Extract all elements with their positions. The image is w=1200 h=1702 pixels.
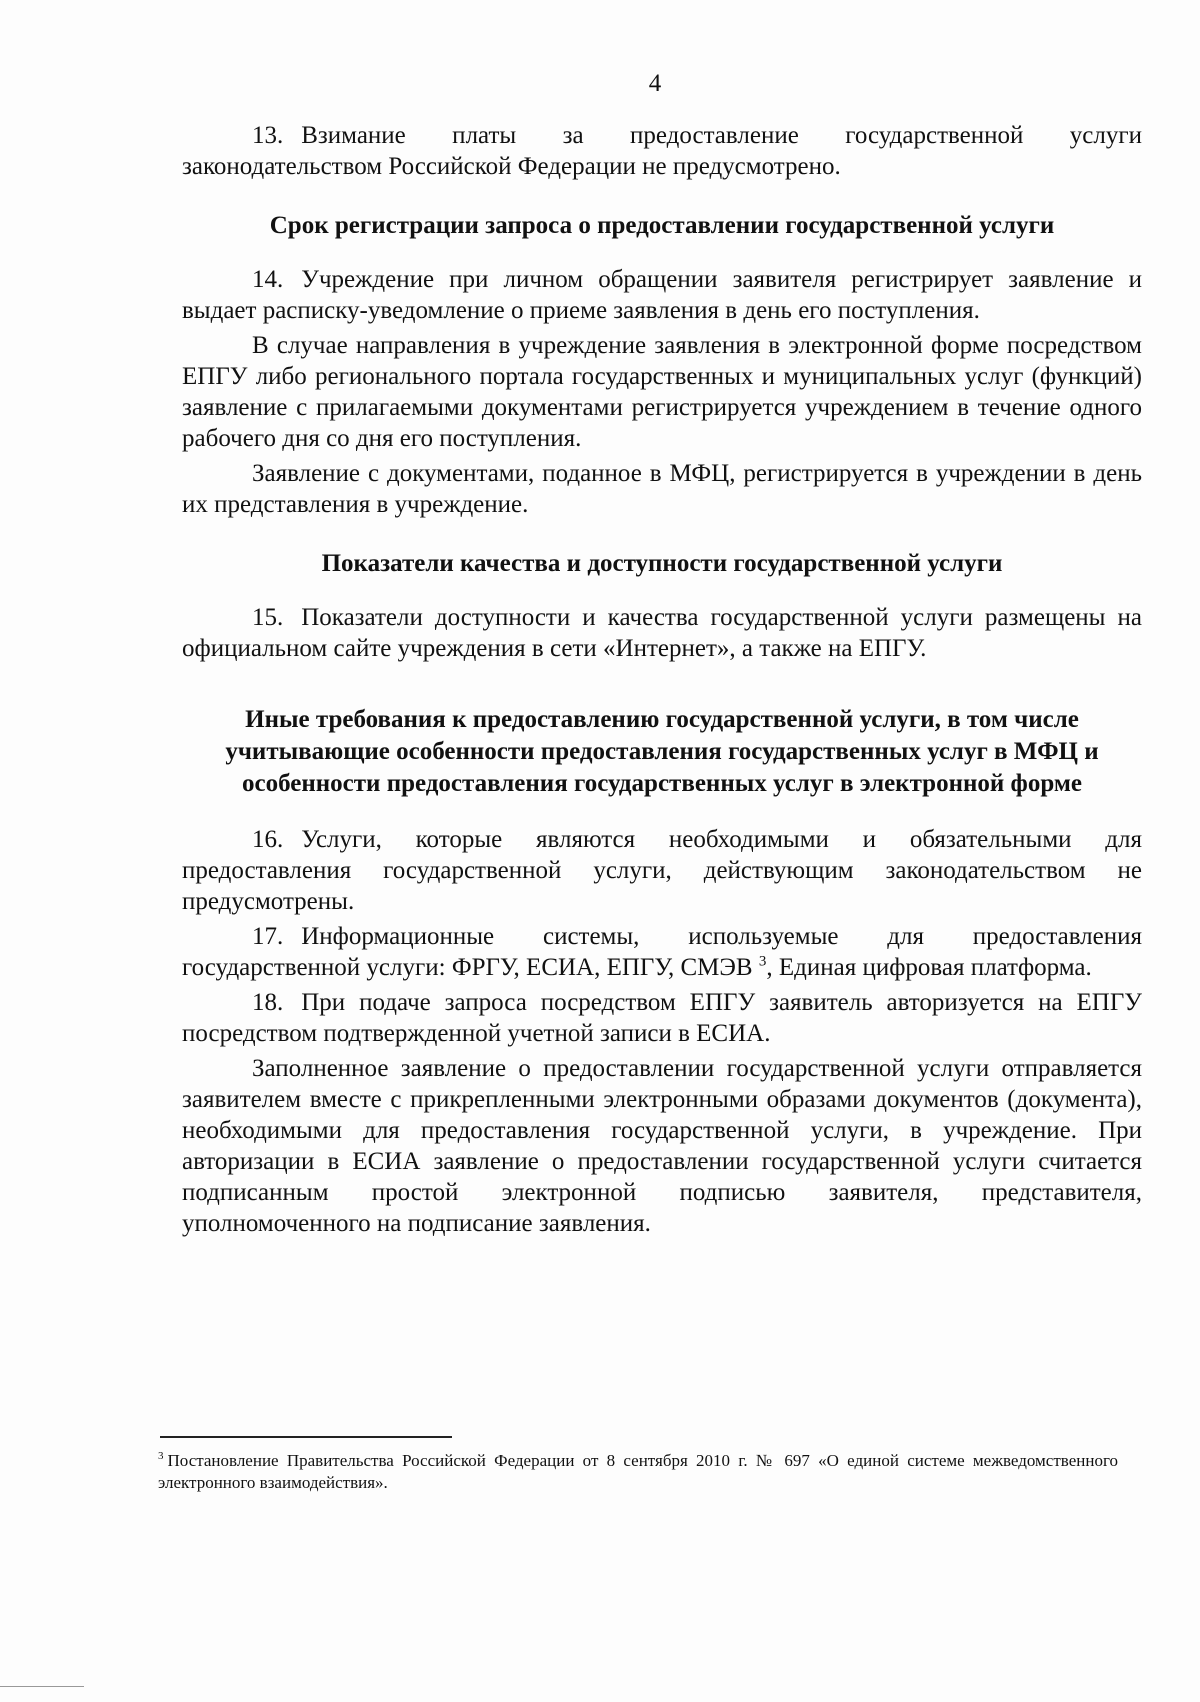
paragraph-13 [182,120,1142,182]
paragraph-number: 13. [252,122,284,149]
footnote-reference[interactable]: 3 [758,953,767,970]
paragraph-text: Показатели доступности и качества государственной услуги размещены на официальном сайте учреждения в сети «Интернет», а также на ЕПГУ. [182,604,1142,662]
footnote-divider [160,1436,452,1438]
section-heading-other-requirements: Иные требования к предоставлению государственной услуги, в том числе учитывающие особенности предоставления государственных услуг в МФЦ и особенности предоставления государственных услуг в электронной форме [225,706,1099,797]
paragraph-text-tail: , Единая цифровая платформа. [766,954,1092,981]
footnote-mark: 3 [158,1450,164,1463]
page-number: 4 [648,70,662,97]
paragraph-text: Взимание платы за предоставление государственной услуги законодательством Российской Федерации не предусмотрено. [182,122,1142,180]
paragraph-18-signature: Заполненное заявление о предоставлении государственной услуги отправляется заявителем вместе с прикрепленными электронными образами документов (документа), необходимыми для предоставления государственной услуги, в учреждение. При авторизации в ЕСИА заявление о предоставлении государственной услуги считается подписанным простой электронной подписью заявителя, представителя, уполномоченного на подписание заявления. [182,1055,1142,1237]
paragraph-14-mfc: Заявление с документами, поданное в МФЦ, регистрируется в учреждении в день их представления в учреждение. [182,460,1142,518]
paragraph-number: 14. [252,266,284,293]
paragraph-text: Учреждение при личном обращении заявителя регистрирует заявление и выдает расписку-уведомление о приеме заявления в день его поступления. [182,266,1142,324]
paragraph-number: 17. [252,923,284,950]
paragraph-16 [182,824,1142,917]
paragraph-14-electronic: В случае направления в учреждение заявления в электронной форме посредством ЕПГУ либо регионального портала государственных и муниципальных услуг (функций) заявление с прилагаемыми документами регистрируется учреждением в течение одного рабочего дня со дня его поступления. [182,332,1142,452]
paragraph-15 [182,602,1142,664]
paragraph-17 [182,921,1142,983]
paragraph-text: При подаче запроса посредством ЕПГУ заявитель авторизуется на ЕПГУ посредством подтвержденной учетной записи в ЕСИА. [182,989,1142,1047]
paragraph-18 [182,987,1142,1049]
section-heading-quality: Показатели качества и доступности государственной услуги [321,550,1003,577]
footnote [158,1450,1118,1494]
scan-edge-line [0,1686,84,1687]
paragraph-number: 16. [252,826,284,853]
paragraph-14 [182,264,1142,326]
paragraph-number: 15. [252,604,284,631]
document-body [182,120,1142,1239]
paragraph-text: Информационные системы, используемые для предоставления государственной услуги: ФРГУ, ЕСИА, ЕПГУ, СМЭВ [182,923,1142,981]
paragraph-text: Услуги, которые являются необходимыми и обязательными для предоставления государственной услуги, действующим законодательством не предусмотрены. [182,826,1142,915]
paragraph-number: 18. [252,989,284,1016]
section-heading-registration: Срок регистрации запроса о предоставлении государственной услуги [269,212,1055,239]
footnote-text: Постановление Правительства Российской Федерации от 8 сентября 2010 г. № 697 «О единой системе межведомственного электронного взаимодействия». [158,1451,1118,1492]
